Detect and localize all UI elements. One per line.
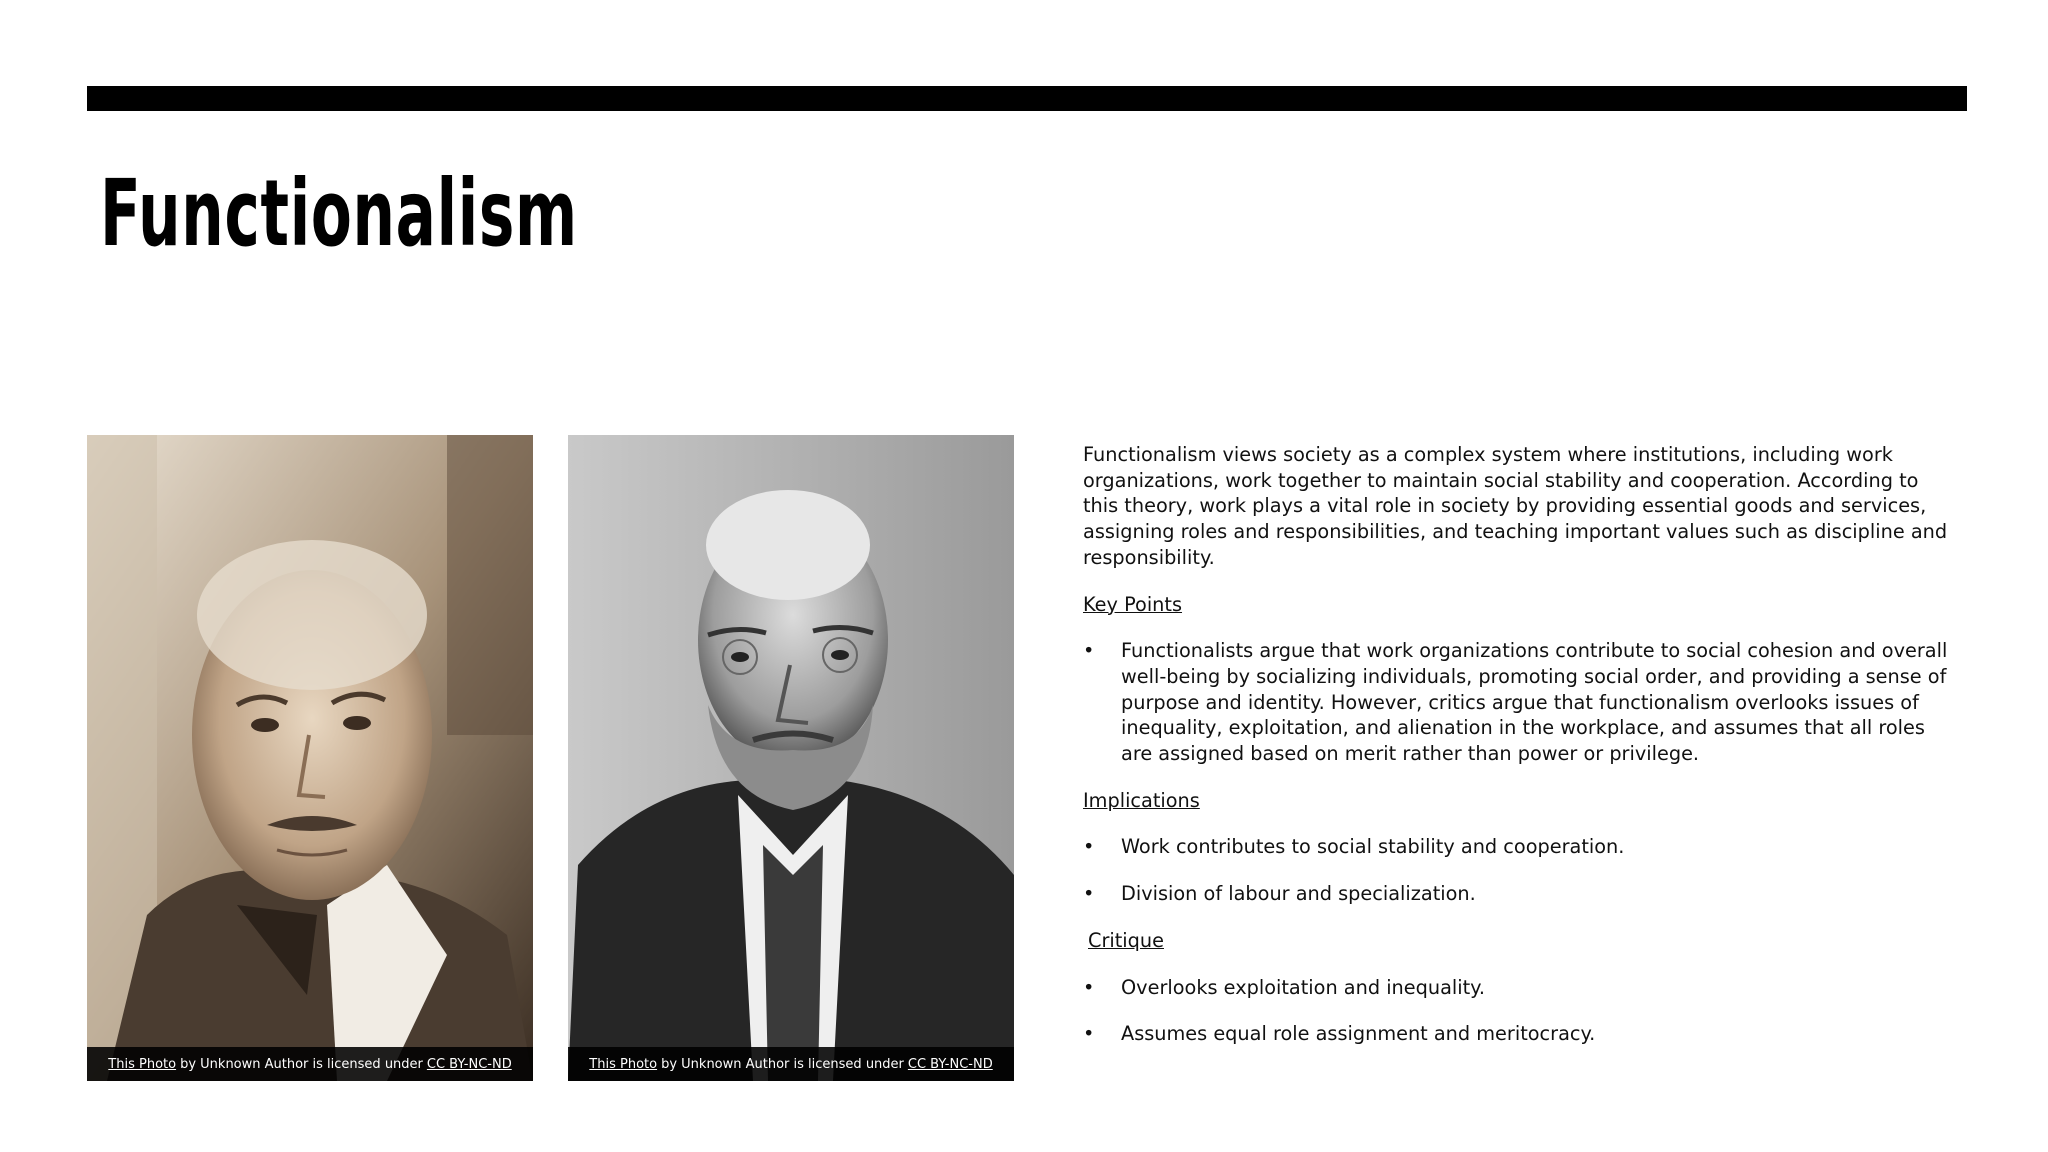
critique-item bbox=[1083, 975, 1955, 1001]
portrait-photo-1 bbox=[87, 435, 533, 1081]
photo-1-credit-text: by Unknown Author is licensed under bbox=[180, 1056, 423, 1072]
bullet-icon: • bbox=[1083, 1022, 1095, 1046]
portrait-1-image bbox=[87, 435, 533, 1081]
critique-text: Overlooks exploitation and inequality. bbox=[1121, 975, 1485, 999]
photo-1-link[interactable]: This Photo bbox=[108, 1056, 177, 1072]
intro-paragraph: Functionalism views society as a complex system where institutions, including work organizations, work together to maintain social stability and cooperation. According to this theory, work plays a vital role in society by providing essential goods and services, assigning roles and responsibilities, and teaching important values such as discipline and responsibility. bbox=[1083, 443, 1948, 569]
bullet-icon: • bbox=[1083, 639, 1095, 663]
bullet-icon: • bbox=[1083, 975, 1095, 999]
photo-2-license-link[interactable]: CC BY-NC-ND bbox=[907, 1056, 993, 1072]
implication-text: Work contributes to social stability and cooperation. bbox=[1121, 835, 1625, 859]
key-point-item bbox=[1083, 638, 1955, 767]
slide-title: Functionalism bbox=[100, 160, 578, 267]
portrait-photo-2 bbox=[568, 435, 1014, 1081]
content-text-box bbox=[1083, 442, 1955, 1068]
implication-item bbox=[1083, 834, 1955, 860]
portrait-2-image bbox=[568, 435, 1014, 1081]
critique-heading: Critique bbox=[1088, 928, 1164, 952]
top-accent-bar bbox=[87, 86, 1967, 111]
photo-1-license-link[interactable]: CC BY-NC-ND bbox=[426, 1056, 512, 1072]
key-point-text: Functionalists argue that work organizations contribute to social cohesion and overall well-being by socializing individuals, promoting social order, and providing a sense of purpose and identity. However, critics argue that functionalism overlooks issues of inequality, exploitation, and alienation in the workplace, and assumes that all roles are assigned based on merit rather than power or privilege. bbox=[1121, 639, 1948, 766]
bullet-icon: • bbox=[1083, 835, 1095, 859]
photo-2-credit bbox=[568, 1047, 1014, 1081]
key-points-heading: Key Points bbox=[1083, 592, 1183, 616]
implications-heading: Implications bbox=[1083, 788, 1200, 812]
photo-2-link[interactable]: This Photo bbox=[589, 1056, 658, 1072]
critique-item bbox=[1083, 1021, 1955, 1047]
bullet-icon: • bbox=[1083, 882, 1095, 906]
photo-2-credit-text: by Unknown Author is licensed under bbox=[661, 1056, 904, 1072]
critique-text: Assumes equal role assignment and meritocracy. bbox=[1121, 1022, 1596, 1046]
implication-item bbox=[1083, 881, 1955, 907]
implication-text: Division of labour and specialization. bbox=[1121, 882, 1476, 906]
photo-1-credit bbox=[87, 1047, 533, 1081]
